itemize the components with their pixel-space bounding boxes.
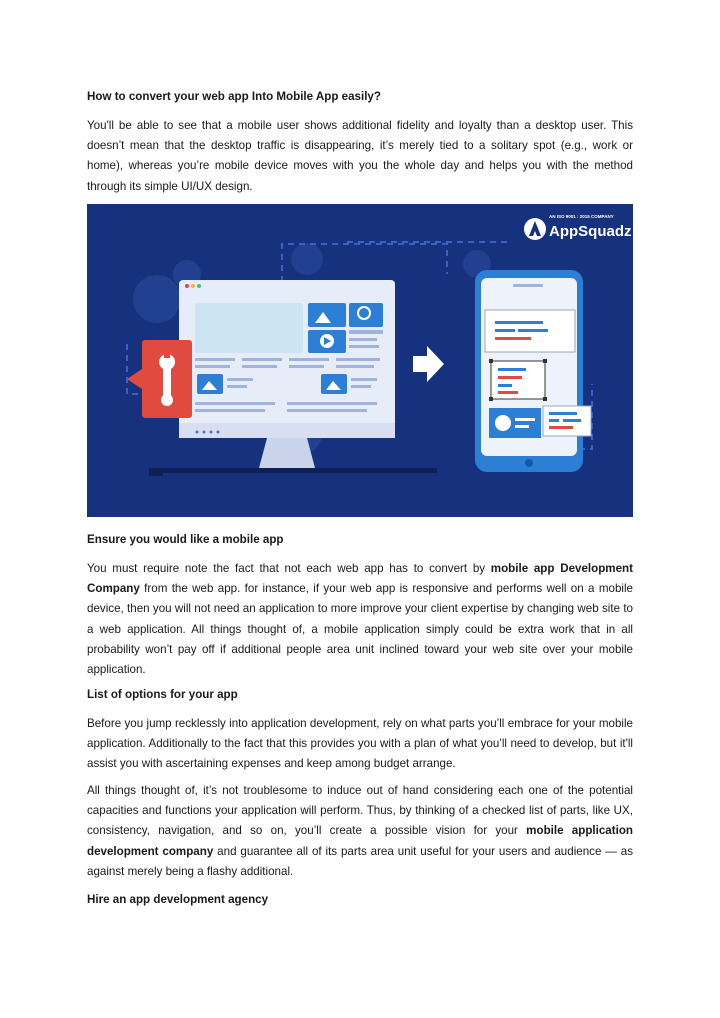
paragraph-intro: You'll be able to see that a mobile user shows additional fidelity and loyalty than a desktop user. This doesn’t mean that the desktop traffic is disappearing, it’s merely tied to a solitary spot (e.g., work or home), whereas you’re mobile device moves with you the whole day and helps you with the method through its simple UI/UX design. <box>87 119 633 193</box>
heading-convert-web-app: How to convert your web app Into Mobile App easily? <box>87 90 381 103</box>
iso-badge-text: AN ISO 9001 : 2015 COMPANY <box>549 214 614 219</box>
hero-illustration <box>87 204 633 517</box>
paragraph-ensure: You must require note the fact that not each web app has to convert by mobile app Development Company from the web app. for instance, if your web app is responsive and performs well on a mobile device, then you will not need an application to more improve your client expertise by changing web site to a web application. All things thought of, a mobile application simply could be extra work that in all probability won’t pay off if additional people area unit inclined toward your web site over your mobile application. <box>87 562 633 677</box>
heading-ensure-mobile-app: Ensure you would like a mobile app <box>87 533 284 546</box>
paragraph-checklist: All things thought of, it’s not troublesome to induce out of hand considering each one of the potential capacities and functions your application will perform. Thus, by thinking of a checked list of parts, like UX, consistency, navigation, and so on, you’ll create a possible vision for your mobile application development company and guarantee all of its parts area unit useful for your users and audience — as against merely being a flashy additional. <box>87 784 633 878</box>
paragraph-options: Before you jump recklessly into application development, rely on what parts you’ll embrace for your mobile application. Additionally to the fact that this provides you with a plan of what you’ll need to develop, but it'll assist you with ascertaining expenses and keep among budget arrange. <box>87 717 633 771</box>
phone-illustration <box>475 270 591 472</box>
heading-list-options: List of options for your app <box>87 688 238 701</box>
brand-name: AppSquadz <box>549 223 632 240</box>
heading-hire-agency: Hire an app development agency <box>87 893 269 906</box>
bold-link-mobile-app-dev-company: mobile app Development Company <box>87 562 633 596</box>
bold-link-mobile-app-dev-company-2: mobile application development company <box>87 824 633 858</box>
